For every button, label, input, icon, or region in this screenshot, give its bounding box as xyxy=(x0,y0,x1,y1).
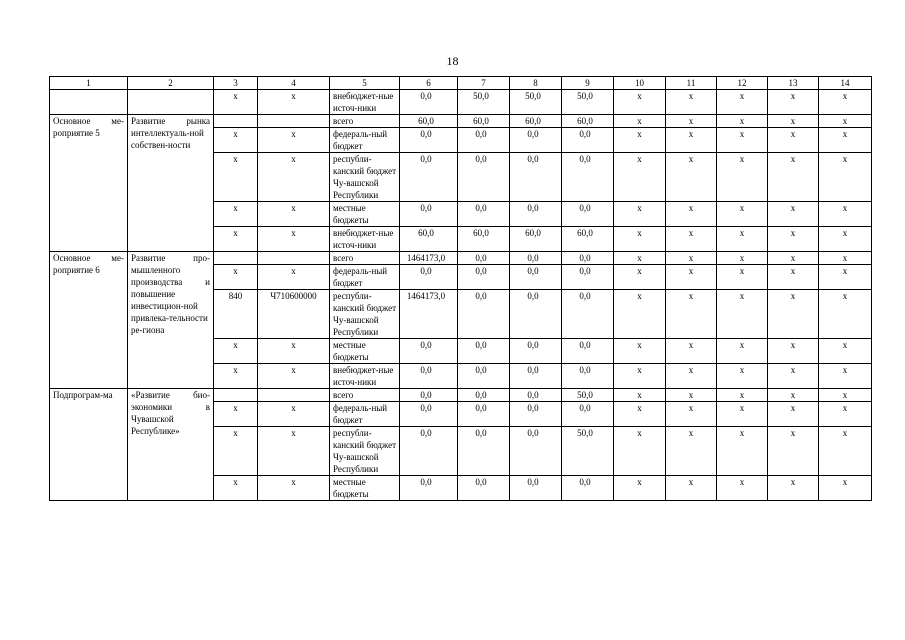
amount-cell: 0,0 xyxy=(458,339,510,364)
table-row xyxy=(50,90,872,115)
target-article-cell: x xyxy=(258,90,330,115)
indicator-cell: x xyxy=(768,227,819,252)
amount-cell: 60,0 xyxy=(458,227,510,252)
amount-cell: 0,0 xyxy=(510,290,562,339)
status-cell xyxy=(50,90,128,115)
indicator-cell: x xyxy=(614,389,666,402)
indicator-cell: x xyxy=(768,252,819,265)
indicator-cell: x xyxy=(717,202,768,227)
indicator-cell: x xyxy=(819,227,872,252)
amount-cell: 0,0 xyxy=(510,402,562,427)
target-article-cell: x xyxy=(258,153,330,202)
indicator-cell: x xyxy=(666,290,717,339)
indicator-cell: x xyxy=(819,153,872,202)
column-number-row xyxy=(50,77,872,90)
funding-source-cell: всего xyxy=(330,252,400,265)
page-number: 18 xyxy=(446,54,459,68)
funding-source-cell: местные бюджеты xyxy=(330,339,400,364)
indicator-cell: x xyxy=(717,389,768,402)
indicator-cell: x xyxy=(717,128,768,153)
indicator-cell: x xyxy=(614,339,666,364)
program-name-cell: Развитие рынка интеллектуаль-ной собствен-ности xyxy=(128,115,214,252)
status-cell: Основное ме-роприятие 5 xyxy=(50,115,128,252)
amount-cell: 0,0 xyxy=(458,202,510,227)
indicator-cell: x xyxy=(768,115,819,128)
target-article-cell: x xyxy=(258,427,330,476)
column-number-4: 4 xyxy=(258,77,330,90)
indicator-cell: x xyxy=(717,476,768,501)
indicator-cell: x xyxy=(666,476,717,501)
amount-cell: 0,0 xyxy=(400,389,458,402)
amount-cell: 60,0 xyxy=(510,115,562,128)
indicator-cell: x xyxy=(819,290,872,339)
indicator-cell: x xyxy=(768,389,819,402)
amount-cell: 0,0 xyxy=(458,290,510,339)
grbs-code-cell: x xyxy=(214,402,258,427)
amount-cell: 0,0 xyxy=(400,153,458,202)
grbs-code-cell xyxy=(214,115,258,128)
grbs-code-cell xyxy=(214,252,258,265)
grbs-code-cell: x xyxy=(214,128,258,153)
funding-source-cell: федераль-ный бюджет xyxy=(330,128,400,153)
indicator-cell: x xyxy=(666,128,717,153)
funding-source-cell: всего xyxy=(330,389,400,402)
column-number-6: 6 xyxy=(400,77,458,90)
grbs-code-cell: x xyxy=(214,90,258,115)
grbs-code-cell: x xyxy=(214,364,258,389)
indicator-cell: x xyxy=(768,339,819,364)
amount-cell: 0,0 xyxy=(400,128,458,153)
indicator-cell: x xyxy=(614,290,666,339)
indicator-cell: x xyxy=(819,202,872,227)
indicator-cell: x xyxy=(717,290,768,339)
amount-cell: 0,0 xyxy=(458,476,510,501)
indicator-cell: x xyxy=(768,364,819,389)
column-number-1: 1 xyxy=(50,77,128,90)
target-article-cell: x xyxy=(258,339,330,364)
column-number-2: 2 xyxy=(128,77,214,90)
status-cell: Подпрограм-ма xyxy=(50,389,128,501)
amount-cell: 0,0 xyxy=(562,290,614,339)
indicator-cell: x xyxy=(614,427,666,476)
table-row xyxy=(50,115,872,128)
funding-source-cell: республи-канский бюджет Чу-вашской Республики xyxy=(330,427,400,476)
indicator-cell: x xyxy=(717,227,768,252)
amount-cell: 0,0 xyxy=(400,427,458,476)
grbs-code-cell: x xyxy=(214,153,258,202)
indicator-cell: x xyxy=(614,476,666,501)
amount-cell: 0,0 xyxy=(510,202,562,227)
indicator-cell: x xyxy=(819,339,872,364)
amount-cell: 0,0 xyxy=(458,265,510,290)
program-name-cell: «Развитие био-экономики в Чувашской Республике» xyxy=(128,389,214,501)
indicator-cell: x xyxy=(819,427,872,476)
indicator-cell: x xyxy=(717,339,768,364)
amount-cell: 50,0 xyxy=(562,389,614,402)
indicator-cell: x xyxy=(614,402,666,427)
funding-source-cell: внебюджет-ные источ-ники xyxy=(330,364,400,389)
column-number-5: 5 xyxy=(330,77,400,90)
grbs-code-cell: x xyxy=(214,476,258,501)
amount-cell: 60,0 xyxy=(562,227,614,252)
amount-cell: 0,0 xyxy=(562,265,614,290)
indicator-cell: x xyxy=(717,265,768,290)
grbs-code-cell: x xyxy=(214,427,258,476)
indicator-cell: x xyxy=(666,227,717,252)
indicator-cell: x xyxy=(666,389,717,402)
column-number-11: 11 xyxy=(666,77,717,90)
amount-cell: 0,0 xyxy=(510,364,562,389)
amount-cell: 0,0 xyxy=(400,90,458,115)
amount-cell: 0,0 xyxy=(510,339,562,364)
amount-cell: 60,0 xyxy=(562,115,614,128)
table-row xyxy=(50,389,872,402)
indicator-cell: x xyxy=(819,389,872,402)
target-article-cell: x xyxy=(258,364,330,389)
amount-cell: 60,0 xyxy=(510,227,562,252)
grbs-code-cell xyxy=(214,389,258,402)
amount-cell: 0,0 xyxy=(400,402,458,427)
amount-cell: 0,0 xyxy=(458,427,510,476)
indicator-cell: x xyxy=(819,364,872,389)
amount-cell: 0,0 xyxy=(562,476,614,501)
amount-cell: 0,0 xyxy=(458,128,510,153)
amount-cell: 0,0 xyxy=(562,402,614,427)
indicator-cell: x xyxy=(614,202,666,227)
indicator-cell: x xyxy=(768,153,819,202)
indicator-cell: x xyxy=(666,90,717,115)
indicator-cell: x xyxy=(768,265,819,290)
amount-cell: 0,0 xyxy=(562,202,614,227)
indicator-cell: x xyxy=(768,290,819,339)
amount-cell: 0,0 xyxy=(400,364,458,389)
indicator-cell: x xyxy=(614,227,666,252)
target-article-cell: x xyxy=(258,128,330,153)
funding-source-cell: местные бюджеты xyxy=(330,476,400,501)
indicator-cell: x xyxy=(666,202,717,227)
indicator-cell: x xyxy=(717,153,768,202)
program-name-cell xyxy=(128,90,214,115)
amount-cell: 0,0 xyxy=(400,265,458,290)
amount-cell: 0,0 xyxy=(562,252,614,265)
indicator-cell: x xyxy=(819,252,872,265)
target-article-cell xyxy=(258,115,330,128)
column-number-12: 12 xyxy=(717,77,768,90)
indicator-cell: x xyxy=(819,90,872,115)
amount-cell: 0,0 xyxy=(400,476,458,501)
indicator-cell: x xyxy=(666,427,717,476)
column-number-13: 13 xyxy=(768,77,819,90)
amount-cell: 0,0 xyxy=(510,427,562,476)
indicator-cell: x xyxy=(819,128,872,153)
indicator-cell: x xyxy=(614,90,666,115)
indicator-cell: x xyxy=(768,476,819,501)
amount-cell: 50,0 xyxy=(562,90,614,115)
indicator-cell: x xyxy=(819,476,872,501)
target-article-cell: Ч710600000 xyxy=(258,290,330,339)
amount-cell: 0,0 xyxy=(400,202,458,227)
program-name-cell: Развитие про-мышленного производства и повышение инвестицион-ной привлека-тельности ре-гиона xyxy=(128,252,214,389)
indicator-cell: x xyxy=(768,128,819,153)
indicator-cell: x xyxy=(614,252,666,265)
column-number-7: 7 xyxy=(458,77,510,90)
amount-cell: 0,0 xyxy=(562,364,614,389)
amount-cell: 50,0 xyxy=(562,427,614,476)
amount-cell: 0,0 xyxy=(458,389,510,402)
indicator-cell: x xyxy=(666,115,717,128)
indicator-cell: x xyxy=(717,402,768,427)
target-article-cell: x xyxy=(258,265,330,290)
target-article-cell xyxy=(258,389,330,402)
indicator-cell: x xyxy=(666,252,717,265)
funding-source-cell: внебюджет-ные источ-ники xyxy=(330,227,400,252)
indicator-cell: x xyxy=(717,115,768,128)
amount-cell: 0,0 xyxy=(510,265,562,290)
target-article-cell: x xyxy=(258,402,330,427)
indicator-cell: x xyxy=(666,153,717,202)
amount-cell: 0,0 xyxy=(458,402,510,427)
grbs-code-cell: x xyxy=(214,227,258,252)
amount-cell: 0,0 xyxy=(562,153,614,202)
indicator-cell: x xyxy=(614,364,666,389)
indicator-cell: x xyxy=(819,115,872,128)
amount-cell: 0,0 xyxy=(400,339,458,364)
indicator-cell: x xyxy=(614,153,666,202)
amount-cell: 0,0 xyxy=(458,252,510,265)
grbs-code-cell: x xyxy=(214,339,258,364)
amount-cell: 50,0 xyxy=(458,90,510,115)
indicator-cell: x xyxy=(614,265,666,290)
indicator-cell: x xyxy=(666,402,717,427)
table-row xyxy=(50,252,872,265)
indicator-cell: x xyxy=(717,364,768,389)
column-number-14: 14 xyxy=(819,77,872,90)
funding-source-cell: всего xyxy=(330,115,400,128)
indicator-cell: x xyxy=(614,115,666,128)
indicator-cell: x xyxy=(768,202,819,227)
target-article-cell: x xyxy=(258,476,330,501)
indicator-cell: x xyxy=(819,265,872,290)
indicator-cell: x xyxy=(819,402,872,427)
funding-source-cell: федераль-ный бюджет xyxy=(330,265,400,290)
budget-table xyxy=(49,76,872,501)
indicator-cell: x xyxy=(717,427,768,476)
amount-cell: 50,0 xyxy=(510,90,562,115)
column-number-10: 10 xyxy=(614,77,666,90)
indicator-cell: x xyxy=(717,252,768,265)
indicator-cell: x xyxy=(666,265,717,290)
indicator-cell: x xyxy=(717,90,768,115)
target-article-cell: x xyxy=(258,227,330,252)
amount-cell: 0,0 xyxy=(510,128,562,153)
amount-cell: 60,0 xyxy=(400,227,458,252)
amount-cell: 0,0 xyxy=(510,389,562,402)
funding-source-cell: внебюджет-ные источ-ники xyxy=(330,90,400,115)
indicator-cell: x xyxy=(768,402,819,427)
amount-cell: 0,0 xyxy=(510,476,562,501)
amount-cell: 0,0 xyxy=(510,252,562,265)
indicator-cell: x xyxy=(614,128,666,153)
amount-cell: 0,0 xyxy=(510,153,562,202)
status-cell: Основное ме-роприятие 6 xyxy=(50,252,128,389)
column-number-3: 3 xyxy=(214,77,258,90)
funding-source-cell: местные бюджеты xyxy=(330,202,400,227)
amount-cell: 0,0 xyxy=(458,364,510,389)
column-number-8: 8 xyxy=(510,77,562,90)
column-number-9: 9 xyxy=(562,77,614,90)
indicator-cell: x xyxy=(666,339,717,364)
funding-source-cell: федераль-ный бюджет xyxy=(330,402,400,427)
amount-cell: 1464173,0 xyxy=(400,290,458,339)
indicator-cell: x xyxy=(666,364,717,389)
amount-cell: 0,0 xyxy=(562,339,614,364)
amount-cell: 1464173,0 xyxy=(400,252,458,265)
grbs-code-cell: x xyxy=(214,202,258,227)
amount-cell: 0,0 xyxy=(458,153,510,202)
grbs-code-cell: x xyxy=(214,265,258,290)
target-article-cell xyxy=(258,252,330,265)
indicator-cell: x xyxy=(768,427,819,476)
indicator-cell: x xyxy=(768,90,819,115)
grbs-code-cell: 840 xyxy=(214,290,258,339)
amount-cell: 60,0 xyxy=(458,115,510,128)
amount-cell: 60,0 xyxy=(400,115,458,128)
funding-source-cell: республи-канский бюджет Чу-вашской Республики xyxy=(330,153,400,202)
funding-source-cell: республи-канский бюджет Чу-вашской Республики xyxy=(330,290,400,339)
amount-cell: 0,0 xyxy=(562,128,614,153)
target-article-cell: x xyxy=(258,202,330,227)
